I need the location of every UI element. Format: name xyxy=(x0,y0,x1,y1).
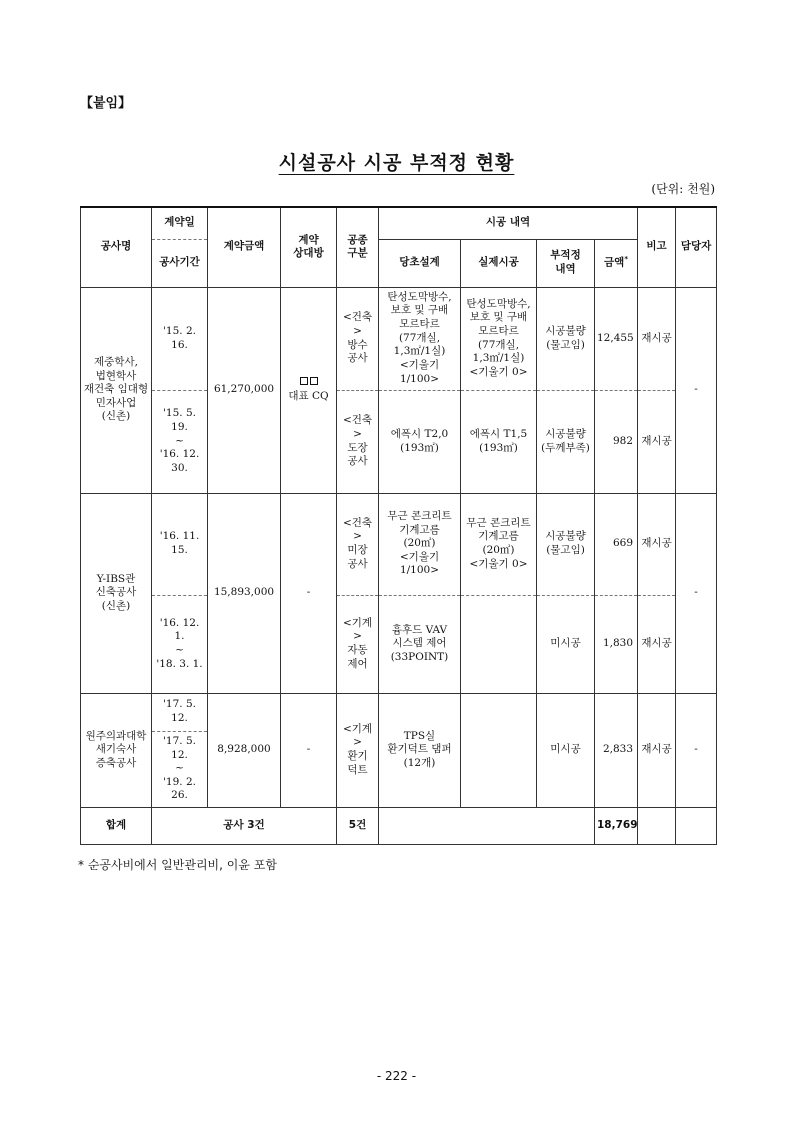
work-category: <기계> 자동 제어 xyxy=(337,595,379,693)
contract-period: '17. 5. 12. ~ '19. 2. 26. xyxy=(152,731,208,807)
cost-amount: 1,830 xyxy=(595,595,638,693)
total-row xyxy=(81,807,717,844)
actual-construction: 무근 콘크리트 기계고름 (20㎡) <기울기 0> xyxy=(461,493,537,595)
counterparty: - xyxy=(281,493,337,693)
status-table xyxy=(80,206,717,845)
original-design: 흄후드 VAV 시스템 제어 (33POINT) xyxy=(379,595,461,693)
header-amount: 계약금액 xyxy=(208,207,281,287)
contract-period: '15. 5. 19. ~ '16. 12. 30. xyxy=(152,390,208,493)
contract-amount: 8,928,000 xyxy=(208,693,281,807)
header-remark: 비고 xyxy=(638,207,676,287)
header-cost xyxy=(595,239,638,287)
manager: - xyxy=(676,693,717,807)
cost-amount: 669 xyxy=(595,493,638,595)
header-cost-mark: * xyxy=(624,255,628,264)
original-design: 에폭시 T2,0 (193㎡) xyxy=(379,390,461,493)
project-name: 원주의과대학 새기숙사 증축공사 xyxy=(81,693,152,807)
table-row xyxy=(81,390,717,493)
table-row xyxy=(81,493,717,595)
cost-amount: 2,833 xyxy=(595,693,638,807)
total-manager xyxy=(676,807,717,844)
total-works: 공사 3건 xyxy=(152,807,337,844)
manager: - xyxy=(676,493,717,693)
header-contract-date: 계약일 xyxy=(152,207,208,239)
total-remark xyxy=(638,807,676,844)
total-empty xyxy=(379,807,595,844)
counterparty-name: 대표 CQ xyxy=(288,390,329,402)
header-design: 당초설계 xyxy=(379,239,461,287)
header-cost-label: 금액 xyxy=(604,256,625,269)
project-name: 제중학사, 법현학사 재건축 임대형 민자사업 (신촌) xyxy=(81,287,152,493)
total-label: 합계 xyxy=(81,807,152,844)
total-cost: 18,769 xyxy=(595,807,638,844)
actual-construction xyxy=(461,693,537,807)
header-counterparty: 계약 상대방 xyxy=(281,207,337,287)
remark: 재시공 xyxy=(638,595,676,693)
header-name: 공사명 xyxy=(81,207,152,287)
counterparty: - xyxy=(281,693,337,807)
manager: - xyxy=(676,287,717,493)
header-actual: 실제시공 xyxy=(461,239,537,287)
actual-construction: 탄성도막방수, 보호 및 구배 모르타르 (77개실, 1,3㎡/1실) <기울기 0> xyxy=(461,287,537,390)
total-items: 5건 xyxy=(337,807,379,844)
table-row xyxy=(81,595,717,693)
remark: 재시공 xyxy=(638,287,676,390)
remark: 재시공 xyxy=(638,390,676,493)
contract-period: '16. 12. 1. ~ '18. 3. 1. xyxy=(152,595,208,693)
header-issue: 부적정 내역 xyxy=(537,239,595,287)
original-design: TPS실 환기덕트 댐퍼 (12개) xyxy=(379,693,461,807)
header-manager: 담당자 xyxy=(676,207,717,287)
counterparty-mark xyxy=(283,376,334,390)
unit-note: (단위: 천원) xyxy=(651,182,715,196)
attachment-label: 【붙임】 xyxy=(80,96,132,111)
header-detail: 시공 내역 xyxy=(379,207,638,239)
header-period: 공사기간 xyxy=(152,239,208,287)
original-design: 무근 콘크리트 기계고름 (20㎡) <기울기 1/100> xyxy=(379,493,461,595)
header-category: 공종 구분 xyxy=(337,207,379,287)
cost-amount: 12,455 xyxy=(595,287,638,390)
issue-detail: 시공불량 (물고임) xyxy=(537,493,595,595)
remark: 재시공 xyxy=(638,493,676,595)
actual-construction xyxy=(461,595,537,693)
contract-date: '17. 5. 12. xyxy=(152,693,208,731)
contract-amount: 61,270,000 xyxy=(208,287,281,493)
issue-detail: 미시공 xyxy=(537,693,595,807)
work-category: <기계> 환기 덕트 xyxy=(337,693,379,807)
actual-construction: 에폭시 T1,5 (193㎡) xyxy=(461,390,537,493)
work-category: <건축> 방수 공사 xyxy=(337,287,379,390)
counterparty xyxy=(281,287,337,493)
contract-date: '16. 11. 15. xyxy=(152,493,208,595)
document-title xyxy=(0,148,793,175)
table-row xyxy=(81,287,717,390)
work-category: <건축> 도장 공사 xyxy=(337,390,379,493)
issue-detail: 시공불량 (물고임) xyxy=(537,287,595,390)
contract-amount: 15,893,000 xyxy=(208,493,281,693)
table-row xyxy=(81,693,717,731)
contract-date: '15. 2. 16. xyxy=(152,287,208,390)
issue-detail: 미시공 xyxy=(537,595,595,693)
title-text: 시설공사 시공 부적정 현황 xyxy=(278,152,515,174)
cost-amount: 982 xyxy=(595,390,638,493)
original-design: 탄성도막방수, 보호 및 구배 모르타르 (77개실, 1,3㎡/1실) <기울기 1/100> xyxy=(379,287,461,390)
page-number: - 222 - xyxy=(376,1069,417,1083)
work-category: <건축> 미장 공사 xyxy=(337,493,379,595)
project-name: Y-IBS관 신축공사 (신촌) xyxy=(81,493,152,693)
remark: 재시공 xyxy=(638,693,676,807)
footnote: * 순공사비에서 일반관리비, 이윤 포함 xyxy=(78,858,277,872)
issue-detail: 시공불량 (두께부족) xyxy=(537,390,595,493)
